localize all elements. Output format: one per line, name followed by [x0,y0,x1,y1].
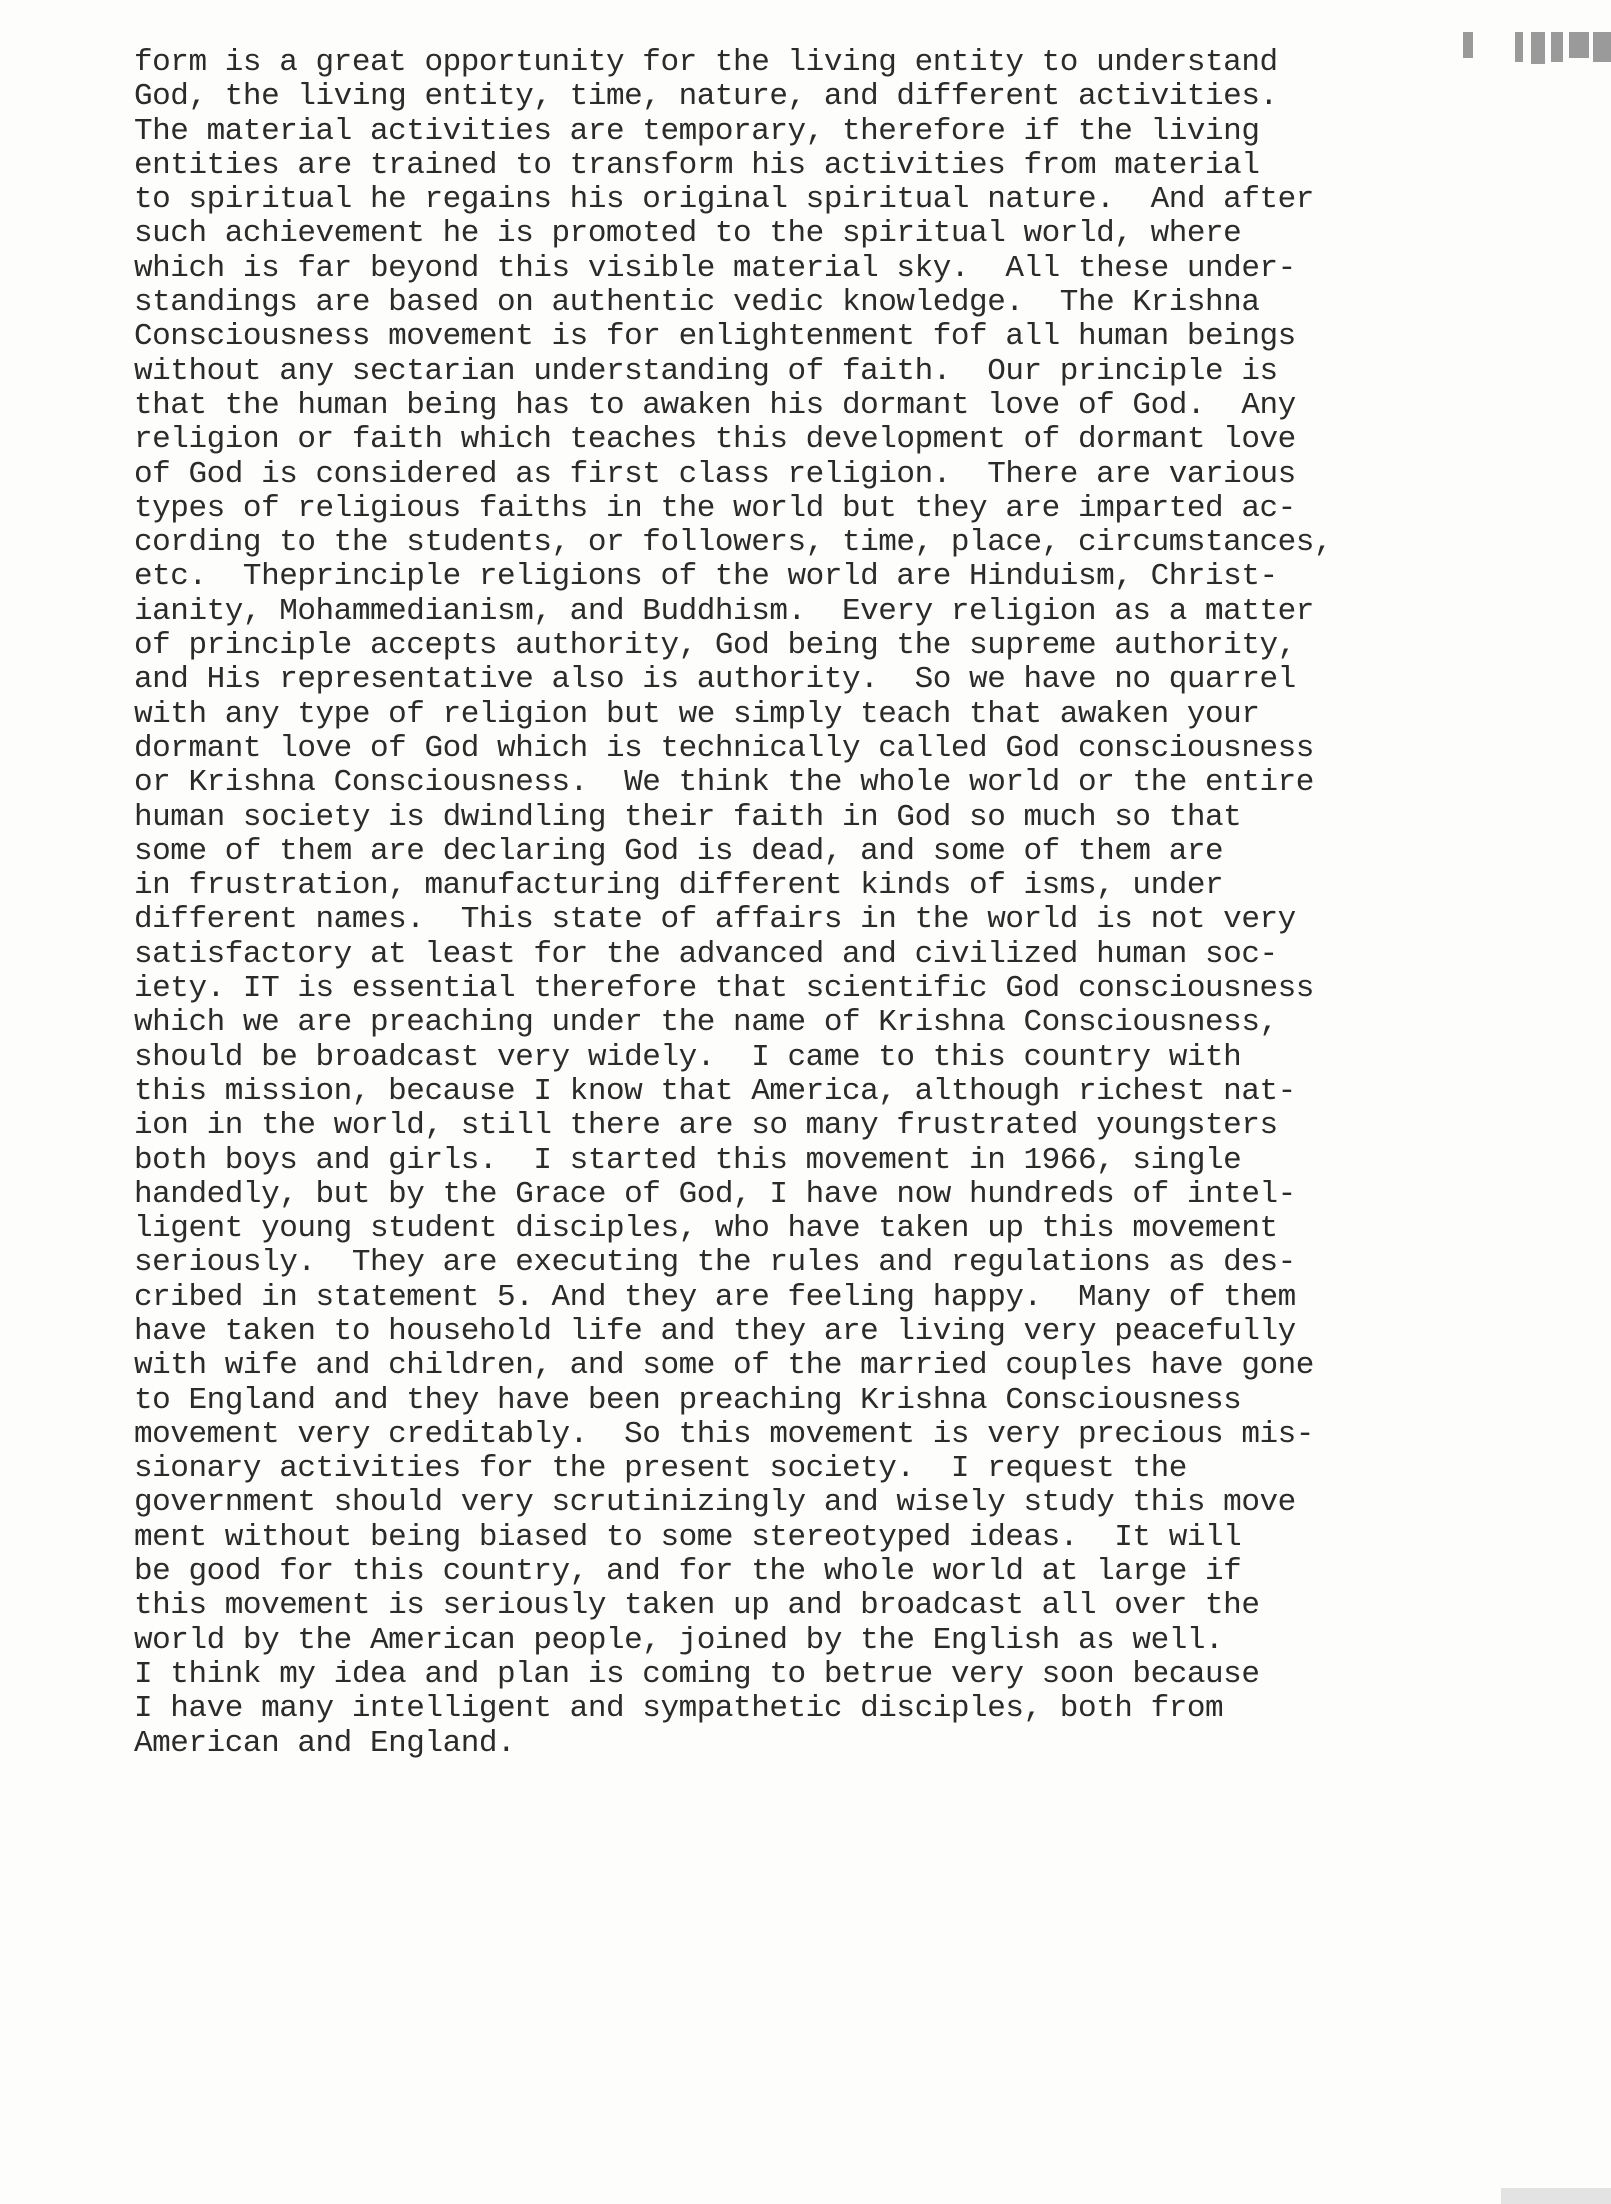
text-line: have taken to household life and they are living very peacefully [134,1313,1296,1349]
text-line: American and England. [134,1725,516,1761]
text-line: ment without being biased to some stereotyped ideas. It will [134,1519,1242,1555]
text-line: types of religious faiths in the world but they are imparted ac- [134,490,1296,526]
text-line: ianity, Mohammedianism, and Buddhism. Every religion as a matter [134,593,1314,629]
text-line: cribed in statement 5. And they are feeling happy. Many of them [134,1279,1296,1315]
text-line: of God is considered as first class religion. There are various [134,456,1296,492]
text-line: ion in the world, still there are so many frustrated youngsters [134,1108,1278,1144]
text-line: dormant love of God which is technically called God consciousness [134,730,1314,766]
text-line: etc. Theprinciple religions of the world are Hinduism, Christ- [134,559,1278,595]
text-line: The material activities are temporary, therefore if the living [134,113,1260,149]
text-line: this mission, because I know that America, although richest nat- [134,1073,1296,1109]
text-line: with any type of religion but we simply teach that awaken your [134,696,1260,732]
text-line: and His representative also is authority. So we have no quarrel [134,662,1296,698]
text-line: form is a great opportunity for the living entity to understand [134,45,1278,80]
text-line: to spiritual he regains his original spiritual nature. And after [134,182,1314,218]
text-line: sionary activities for the present society. I request the [134,1451,1187,1487]
text-line: to England and they have been preaching Krishna Consciousness [134,1382,1242,1418]
text-line: I have many intelligent and sympathetic disciples, both from [134,1691,1224,1727]
text-line: iety. IT is essential therefore that scientific God consciousness [134,971,1314,1007]
text-line: which is far beyond this visible material sky. All these under- [134,250,1296,286]
text-line: standings are based on authentic vedic knowledge. The Krishna [134,285,1260,321]
text-line: satisfactory at least for the advanced and civilized human soc- [134,936,1278,972]
text-line: that the human being has to awaken his dormant love of God. Any [134,387,1296,423]
text-line: religion or faith which teaches this development of dormant love [134,422,1296,458]
text-line: such achievement he is promoted to the spiritual world, where [134,216,1242,252]
text-line: or Krishna Consciousness. We think the whole world or the entire [134,765,1314,801]
text-line: government should very scrutinizingly and wisely study this move [134,1485,1296,1521]
text-line: ligent young student disciples, who have taken up this movement [134,1211,1278,1247]
text-line: I think my idea and plan is coming to betrue very soon because [134,1656,1260,1692]
scan-bottom-mark [1501,2188,1611,2204]
text-line: entities are trained to transform his activities from material [134,147,1260,183]
text-line: both boys and girls. I started this movement in 1966, single [134,1142,1242,1178]
text-line: some of them are declaring God is dead, and some of them are [134,833,1224,869]
text-line: handedly, but by the Grace of God, I have now hundreds of intel- [134,1176,1296,1212]
text-line: which we are preaching under the name of Krishna Consciousness, [134,1005,1278,1041]
text-line: movement very creditably. So this movement is very precious mis- [134,1416,1314,1452]
text-line: with wife and children, and some of the married couples have gone [134,1348,1314,1384]
text-line: different names. This state of affairs in the world is not very [134,902,1296,938]
text-line: cording to the students, or followers, time, place, circumstances, [134,525,1333,561]
text-line: this movement is seriously taken up and broadcast all over the [134,1588,1260,1624]
text-line: seriously. They are executing the rules and regulations as des- [134,1245,1296,1281]
text-line: Consciousness movement is for enlightenment fof all human beings [134,319,1296,355]
text-line: without any sectarian understanding of faith. Our principle is [134,353,1278,389]
text-line: God, the living entity, time, nature, and different activities. [134,79,1278,115]
text-line: be good for this country, and for the whole world at large if [134,1554,1242,1590]
text-line: should be broadcast very widely. I came to this country with [134,1039,1242,1075]
text-line: human society is dwindling their faith in God so much so that [134,799,1242,835]
text-line: of principle accepts authority, God being the supreme authority, [134,628,1296,664]
text-line: in frustration, manufacturing different kinds of isms, under [134,868,1224,904]
text-line: world by the American people, joined by the English as well. [134,1622,1224,1658]
typed-letter-body [134,46,1554,1761]
